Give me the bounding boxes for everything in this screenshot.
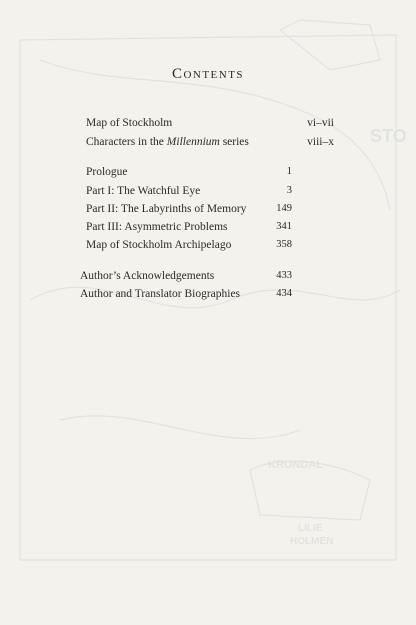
bleed-text-2: KRONDAL [268,459,323,471]
toc-entry-page: 149 [276,203,292,214]
toc-entry-label: Prologue [86,166,128,178]
toc-entry-page: viii–x [307,136,334,148]
toc-entry-label: Characters in the Millennium series [86,136,249,148]
toc-entry-label: Author and Translator Biographies [80,288,241,300]
toc-entry-page: 358 [276,239,292,250]
toc-entry-label: Part III: Asymmetric Problems [86,221,228,233]
bleed-text-4: HOLMEN [290,536,334,547]
toc-entry-page: vi–vii [307,117,334,129]
bleed-text-3: LILIE [298,523,323,534]
toc-entry-label: Part I: The Watchful Eye [86,185,201,197]
toc-entry-page: 433 [276,270,292,281]
page-title: Contents [171,66,245,82]
toc-entry-page: 1 [286,166,292,177]
toc-entry-page: 3 [286,185,292,196]
toc-entry-page: 341 [276,221,292,232]
toc-entry-label: Map of Stockholm Archipelago [86,239,232,251]
toc-entry-label: Part II: The Labyrinths of Memory [86,203,247,215]
toc-entry-page: 434 [276,288,292,299]
bleed-text-1: STO [370,126,407,146]
toc-entry-label: Author’s Acknowledgements [80,270,215,282]
toc-entry-label: Map of Stockholm [86,117,173,129]
